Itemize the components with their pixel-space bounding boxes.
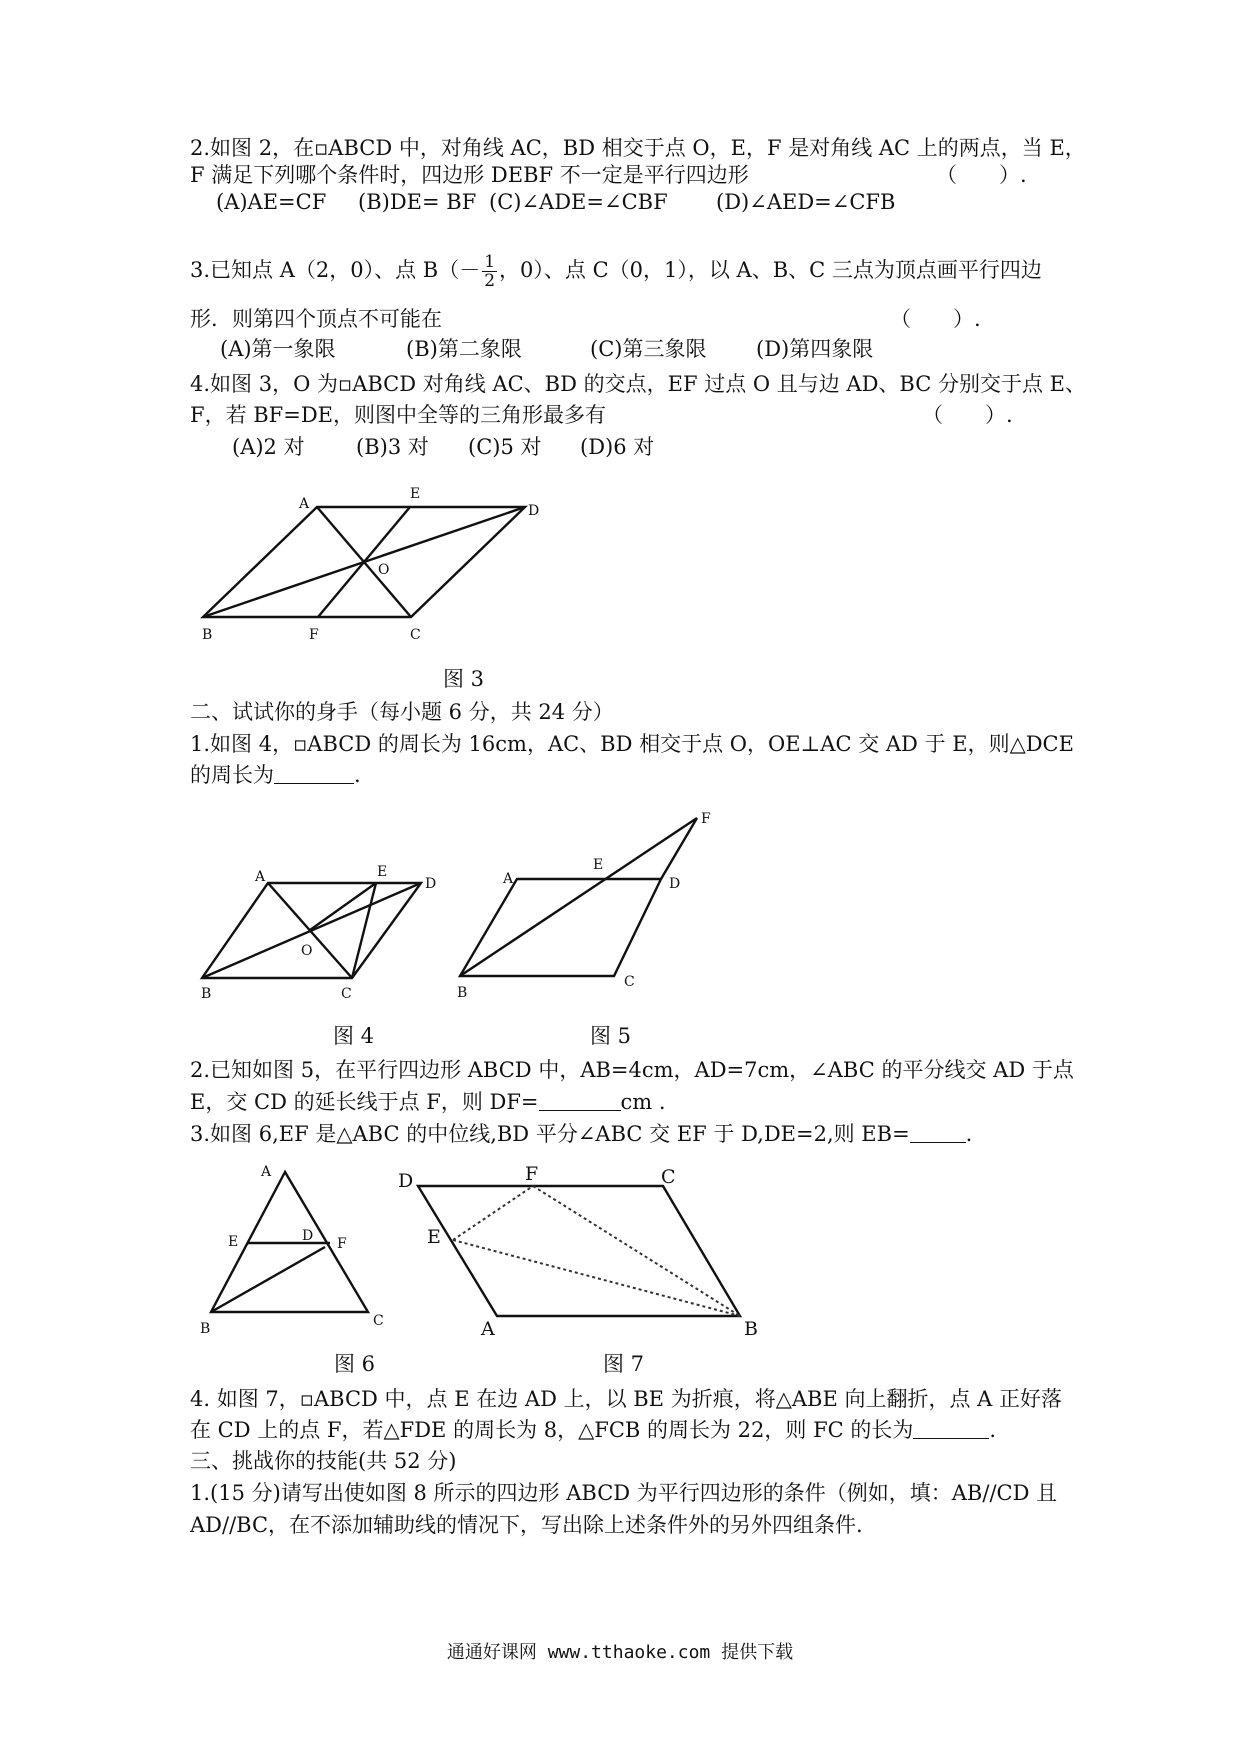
fig7-fold-fb [533,1186,740,1316]
q3-text-pre: 3.已知点 A（2，0）、点 B（－ [190,258,481,282]
fig6-label-a: A [261,1164,272,1180]
fig3-label-c: C [410,627,421,643]
q3-option-d: (D)第四象限 [756,337,874,361]
q4-option-b: (B)3 对 [356,435,429,459]
q4-option-a: (A)2 对 [232,435,305,459]
q2-option-a: (A)AE=CF [216,190,327,214]
fig7-label-f: F [525,1163,539,1185]
fig3-label-e: E [410,486,421,502]
fig7-crease-eb [453,1240,740,1316]
s2-p4-text: 在 CD 上的点 F，若△FDE 的周长为 8，△FCB 的周长为 22，则 FC 的长为 [190,1418,914,1442]
fig3-label-b: B [202,627,213,643]
s2-p4-answer-blank[interactable] [913,1418,989,1439]
fig4-label-c: C [341,986,352,1002]
s2-p3-text: 3.如图 6,EF 是△ABC 的中位线,BD 平分∠ABC 交 EF 于 D,DE=2,则 EB= [190,1122,910,1146]
q3-text-post: ，0）、点 C（0，1），以 A、B、C 三点为顶点画平行四边 [499,258,1042,282]
s2-p4-line-1: 4. 如图 7，▫ABCD 中，点 E 在边 AD 上，以 BE 为折痕，将△ABE 向上翻折，点 A 正好落 [190,1387,1062,1411]
fig6-caption: 图 6 [334,1352,376,1376]
q2-option-b: (B)DE= BF [358,190,477,214]
s2-p4-end: . [989,1418,997,1442]
q3-option-b: (B)第二象限 [406,337,522,361]
s2-p3-end: . [965,1122,973,1146]
q3-option-c: (C)第三象限 [590,337,707,361]
fig6-label-c: C [373,1313,384,1329]
q3-frac-num: 1 [484,252,496,272]
q4-line-1: 4.如图 3，O 为▫ABCD 对角线 AC、BD 的交点，EF 过点 O 且与边 AD、BC 分别交于点 E、 [190,372,1087,396]
page-footer: 通通好课网 www.tthaoke.com 提供下载 [446,1642,794,1663]
fig7-caption: 图 7 [603,1352,645,1376]
fig5-label-d: D [669,876,681,892]
fig5-label-a: A [503,871,514,887]
fig3-label-d: D [528,503,540,519]
fig6-label-b: B [200,1321,211,1337]
fig4-label-o: O [301,943,313,959]
q3-text: 形．则第四个顶点不可能在 [190,307,442,331]
q2-option-d: (D)∠AED=∠CFB [716,190,896,214]
s2-p2-unit: cm . [620,1090,666,1114]
q4-answer-paren: （ ）. [922,403,1013,427]
fig3-label-o: O [378,562,390,578]
fig5-label-b: B [457,985,468,1001]
fig6-label-d: D [302,1228,314,1244]
q4-option-d: (D)6 对 [580,435,655,459]
section3-heading: 三、挑战你的技能(共 52 分) [190,1449,457,1473]
s2-p4-line-2 [190,1415,996,1445]
fig5-label-e: E [593,857,604,873]
q3-option-a: (A)第一象限 [220,337,336,361]
fig7-label-e: E [427,1226,441,1248]
fig7-label-c: C [661,1166,676,1188]
q4-option-c: (C)5 对 [468,435,542,459]
fig5-caption: 图 5 [590,1024,632,1048]
fig6-label-f: F [337,1236,347,1252]
fig4-caption: 图 4 [333,1024,375,1048]
fig4-label-a: A [255,869,266,885]
fig5-label-f: F [701,811,711,827]
q2-option-c: (C)∠ADE=∠CBF [489,190,668,214]
s2-p1-text: 的周长为 [190,763,274,787]
fig4-label-b: B [201,986,212,1002]
s2-p1-end: . [354,763,361,787]
q3-answer-paren: （ ）. [890,307,981,331]
q2-text: F 满足下列哪个条件时，四边形 DEBF 不一定是平行四边形 [190,163,749,187]
q3-frac-den: 2 [484,271,496,291]
q2-answer-paren: （ ）. [936,163,1027,187]
fig7-parallelogram [418,1186,740,1316]
fig4-label-e: E [377,864,388,880]
q2-line-1: 2.如图 2，在▫ABCD 中，对角线 AC，BD 相交于点 O，E，F 是对角线 AC 上的两点，当 E， [190,136,1086,160]
fig3-caption: 图 3 [443,667,485,691]
fig7-fold-ef [453,1186,533,1240]
fig5-label-c: C [624,974,635,990]
fig3-label-f: F [309,627,319,643]
s2-p2-line-1: 2.已知如图 5，在平行四边形 ABCD 中，AB=4cm，AD=7cm，∠ABC 的平分线交 AD 于点 [190,1058,1074,1082]
fig7-label-a: A [481,1318,495,1340]
s3-p1-line-2: AD//BC，在不添加辅助线的情况下，写出除上述条件外的另外四组条件. [190,1513,863,1537]
section2-heading: 二、试试你的身手（每小题 6 分，共 24 分） [190,700,614,724]
fig7-label-b: B [744,1318,758,1340]
fig7-label-d: D [398,1170,414,1192]
s2-p2-text: E，交 CD 的延长线于点 F，则 DF= [190,1090,539,1114]
s2-p1-line-1: 1.如图 4，▫ABCD 的周长为 16cm，AC、BD 相交于点 O，OE⊥AC 交 AD 于 E，则△DCE [190,732,1074,756]
fig6-label-e: E [228,1234,239,1250]
q4-text: F，若 BF=DE，则图中全等的三角形最多有 [190,403,607,427]
fig3-label-a: A [299,496,310,512]
s3-p1-line-1: 1.(15 分)请写出使如图 8 所示的四边形 ABCD 为平行四边形的条件（例如，填：AB//CD 且 [190,1481,1058,1505]
fig4-label-d: D [425,876,437,892]
